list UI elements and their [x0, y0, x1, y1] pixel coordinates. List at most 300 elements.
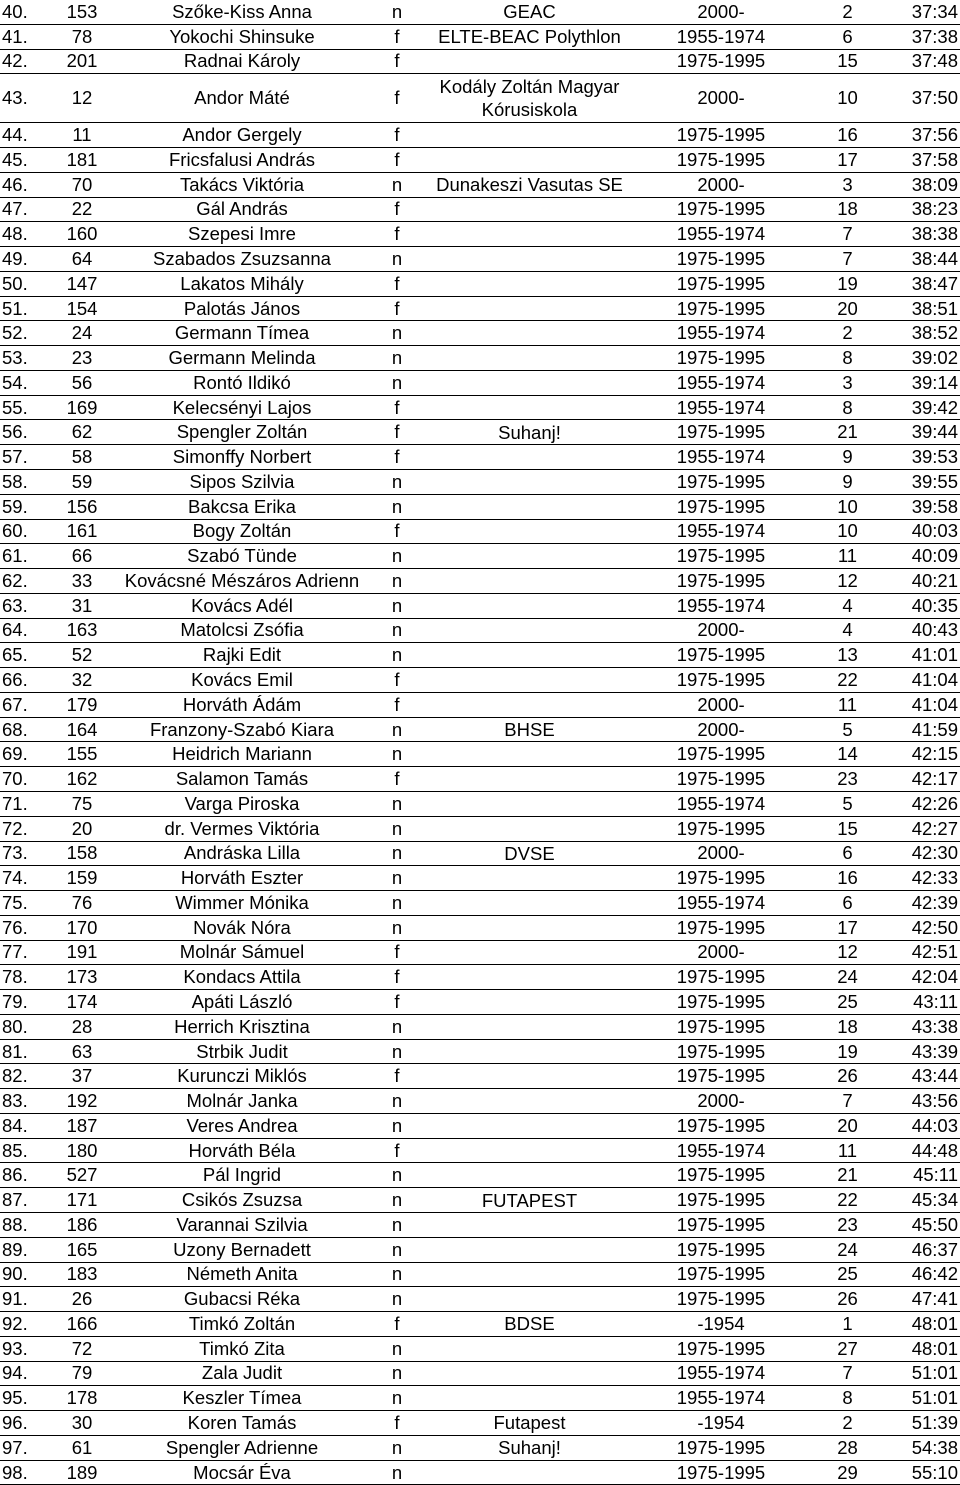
runner-name-cell: Uzony Bernadett	[122, 1237, 362, 1262]
runner-name-cell: Rajki Edit	[122, 643, 362, 668]
runner-name-cell: Zala Judit	[122, 1361, 362, 1386]
sex-cell: n	[362, 1039, 432, 1064]
finish-time-cell: 43:39	[880, 1039, 960, 1064]
sex-cell: f	[362, 197, 432, 222]
age-group-cell: 2000-	[627, 172, 815, 197]
runner-name-cell: Kurunczi Miklós	[122, 1064, 362, 1089]
runner-name-cell: Szőke-Kiss Anna	[122, 0, 362, 24]
runner-name-cell: Bakcsa Erika	[122, 494, 362, 519]
sex-cell: n	[362, 891, 432, 916]
finish-time-cell: 45:34	[880, 1188, 960, 1213]
table-row	[0, 519, 960, 544]
category-place-cell: 7	[815, 1361, 880, 1386]
place-cell: 76.	[0, 915, 42, 940]
age-group-cell: 1955-1974	[627, 519, 815, 544]
table-row	[0, 1064, 960, 1089]
runner-name-cell: Gubacsi Réka	[122, 1287, 362, 1312]
bib-number-cell: 171	[42, 1188, 122, 1213]
runner-name-cell: Wimmer Mónika	[122, 891, 362, 916]
sex-cell: n	[362, 1188, 432, 1213]
bib-number-cell: 163	[42, 618, 122, 643]
category-place-cell: 4	[815, 593, 880, 618]
sex-cell: n	[362, 1237, 432, 1262]
club-cell	[432, 965, 627, 990]
category-place-cell: 21	[815, 420, 880, 445]
runner-name-cell: Spengler Zoltán	[122, 420, 362, 445]
place-cell: 72.	[0, 816, 42, 841]
place-cell: 49.	[0, 247, 42, 272]
table-row	[0, 816, 960, 841]
age-group-cell: 1975-1995	[627, 1163, 815, 1188]
category-place-cell: 2	[815, 1411, 880, 1436]
place-cell: 51.	[0, 296, 42, 321]
category-place-cell: 13	[815, 643, 880, 668]
age-group-cell: 1955-1974	[627, 1361, 815, 1386]
age-group-cell: 1955-1974	[627, 593, 815, 618]
place-cell: 63.	[0, 593, 42, 618]
sex-cell: n	[362, 643, 432, 668]
club-cell: Futapest	[432, 1411, 627, 1436]
bib-number-cell: 64	[42, 247, 122, 272]
bib-number-cell: 174	[42, 990, 122, 1015]
club-cell	[432, 1014, 627, 1039]
age-group-cell: 1975-1995	[627, 346, 815, 371]
category-place-cell: 8	[815, 395, 880, 420]
finish-time-cell: 38:38	[880, 222, 960, 247]
place-cell: 43.	[0, 74, 42, 123]
place-cell: 74.	[0, 866, 42, 891]
bib-number-cell: 159	[42, 866, 122, 891]
table-row	[0, 891, 960, 916]
age-group-cell: 1955-1974	[627, 321, 815, 346]
sex-cell: n	[362, 1089, 432, 1114]
runner-name-cell: Apáti László	[122, 990, 362, 1015]
finish-time-cell: 37:56	[880, 123, 960, 148]
finish-time-cell: 54:38	[880, 1435, 960, 1460]
place-cell: 88.	[0, 1212, 42, 1237]
place-cell: 66.	[0, 668, 42, 693]
table-row	[0, 866, 960, 891]
age-group-cell: 1955-1974	[627, 24, 815, 49]
age-group-cell: 1975-1995	[627, 49, 815, 74]
place-cell: 46.	[0, 172, 42, 197]
sex-cell: f	[362, 24, 432, 49]
bib-number-cell: 155	[42, 742, 122, 767]
finish-time-cell: 37:34	[880, 0, 960, 24]
place-cell: 83.	[0, 1089, 42, 1114]
place-cell: 80.	[0, 1014, 42, 1039]
table-row	[0, 1262, 960, 1287]
sex-cell: n	[362, 172, 432, 197]
runner-name-cell: Strbik Judit	[122, 1039, 362, 1064]
table-row	[0, 618, 960, 643]
category-place-cell: 26	[815, 1287, 880, 1312]
sex-cell: f	[362, 49, 432, 74]
age-group-cell: 1975-1995	[627, 271, 815, 296]
sex-cell: n	[362, 544, 432, 569]
finish-time-cell: 37:50	[880, 74, 960, 123]
age-group-cell: 1975-1995	[627, 915, 815, 940]
runner-name-cell: Franzony-Szabó Kiara	[122, 717, 362, 742]
place-cell: 70.	[0, 767, 42, 792]
category-place-cell: 3	[815, 172, 880, 197]
sex-cell: n	[362, 1163, 432, 1188]
club-cell	[432, 1113, 627, 1138]
category-place-cell: 16	[815, 123, 880, 148]
bib-number-cell: 165	[42, 1237, 122, 1262]
finish-time-cell: 42:39	[880, 891, 960, 916]
table-row	[0, 1312, 960, 1337]
club-cell	[432, 1064, 627, 1089]
age-group-cell: 1975-1995	[627, 296, 815, 321]
club-cell	[432, 1361, 627, 1386]
place-cell: 59.	[0, 494, 42, 519]
table-row	[0, 247, 960, 272]
runner-name-cell: Kovácsné Mészáros Adrienn	[122, 569, 362, 594]
runner-name-cell: Molnár Janka	[122, 1089, 362, 1114]
age-group-cell: 1975-1995	[627, 247, 815, 272]
bib-number-cell: 12	[42, 74, 122, 123]
age-group-cell: 1975-1995	[627, 1212, 815, 1237]
club-cell	[432, 618, 627, 643]
sex-cell: n	[362, 1386, 432, 1411]
place-cell: 77.	[0, 940, 42, 965]
runner-name-cell: Lakatos Mihály	[122, 271, 362, 296]
club-cell	[432, 569, 627, 594]
club-cell	[432, 866, 627, 891]
category-place-cell: 12	[815, 940, 880, 965]
sex-cell: f	[362, 1411, 432, 1436]
runner-name-cell: Radnai Károly	[122, 49, 362, 74]
table-row	[0, 1113, 960, 1138]
bib-number-cell: 147	[42, 271, 122, 296]
club-cell	[432, 197, 627, 222]
runner-name-cell: Takács Viktória	[122, 172, 362, 197]
club-cell	[432, 1287, 627, 1312]
finish-time-cell: 41:59	[880, 717, 960, 742]
runner-name-cell: Kondacs Attila	[122, 965, 362, 990]
sex-cell: n	[362, 1212, 432, 1237]
place-cell: 40.	[0, 0, 42, 24]
table-row	[0, 1138, 960, 1163]
category-place-cell: 8	[815, 346, 880, 371]
finish-time-cell: 42:30	[880, 841, 960, 866]
age-group-cell: 1975-1995	[627, 544, 815, 569]
club-cell	[432, 1460, 627, 1485]
finish-time-cell: 51:01	[880, 1386, 960, 1411]
category-place-cell: 10	[815, 519, 880, 544]
place-cell: 86.	[0, 1163, 42, 1188]
category-place-cell: 20	[815, 1113, 880, 1138]
category-place-cell: 4	[815, 618, 880, 643]
runner-name-cell: Andor Máté	[122, 74, 362, 123]
club-cell: Kodály Zoltán Magyar Kórusiskola	[432, 74, 627, 123]
club-cell	[432, 519, 627, 544]
sex-cell: f	[362, 519, 432, 544]
runner-name-cell: Germann Melinda	[122, 346, 362, 371]
table-row	[0, 1039, 960, 1064]
finish-time-cell: 43:38	[880, 1014, 960, 1039]
table-row	[0, 445, 960, 470]
club-cell	[432, 692, 627, 717]
finish-time-cell: 43:44	[880, 1064, 960, 1089]
bib-number-cell: 23	[42, 346, 122, 371]
club-cell: Suhanj!	[432, 420, 627, 445]
place-cell: 78.	[0, 965, 42, 990]
runner-name-cell: Kovács Adél	[122, 593, 362, 618]
finish-time-cell: 41:04	[880, 668, 960, 693]
table-row	[0, 271, 960, 296]
club-cell	[432, 494, 627, 519]
sex-cell: n	[362, 0, 432, 24]
sex-cell: n	[362, 370, 432, 395]
bib-number-cell: 79	[42, 1361, 122, 1386]
bib-number-cell: 166	[42, 1312, 122, 1337]
finish-time-cell: 39:14	[880, 370, 960, 395]
place-cell: 56.	[0, 420, 42, 445]
table-row	[0, 346, 960, 371]
club-cell	[432, 321, 627, 346]
table-row	[0, 1287, 960, 1312]
place-cell: 81.	[0, 1039, 42, 1064]
sex-cell: n	[362, 470, 432, 495]
place-cell: 93.	[0, 1336, 42, 1361]
place-cell: 47.	[0, 197, 42, 222]
finish-time-cell: 38:23	[880, 197, 960, 222]
sex-cell: n	[362, 569, 432, 594]
category-place-cell: 29	[815, 1460, 880, 1485]
age-group-cell: 1975-1995	[627, 965, 815, 990]
category-place-cell: 16	[815, 866, 880, 891]
age-group-cell: 1955-1974	[627, 395, 815, 420]
place-cell: 48.	[0, 222, 42, 247]
sex-cell: f	[362, 990, 432, 1015]
runner-name-cell: Matolcsi Zsófia	[122, 618, 362, 643]
sex-cell: n	[362, 841, 432, 866]
table-row	[0, 1212, 960, 1237]
finish-time-cell: 39:53	[880, 445, 960, 470]
finish-time-cell: 51:39	[880, 1411, 960, 1436]
table-row	[0, 1336, 960, 1361]
place-cell: 75.	[0, 891, 42, 916]
runner-name-cell: Mocsár Éva	[122, 1460, 362, 1485]
bib-number-cell: 22	[42, 197, 122, 222]
club-cell	[432, 742, 627, 767]
finish-time-cell: 39:44	[880, 420, 960, 445]
runner-name-cell: Szabados Zsuzsanna	[122, 247, 362, 272]
table-row	[0, 1460, 960, 1485]
club-cell	[432, 395, 627, 420]
bib-number-cell: 33	[42, 569, 122, 594]
bib-number-cell: 28	[42, 1014, 122, 1039]
age-group-cell: -1954	[627, 1411, 815, 1436]
bib-number-cell: 61	[42, 1435, 122, 1460]
category-place-cell: 17	[815, 915, 880, 940]
club-cell	[432, 990, 627, 1015]
sex-cell: n	[362, 321, 432, 346]
place-cell: 44.	[0, 123, 42, 148]
bib-number-cell: 162	[42, 767, 122, 792]
category-place-cell: 25	[815, 1262, 880, 1287]
runner-name-cell: Horváth Eszter	[122, 866, 362, 891]
category-place-cell: 24	[815, 1237, 880, 1262]
runner-name-cell: Gál András	[122, 197, 362, 222]
category-place-cell: 26	[815, 1064, 880, 1089]
bib-number-cell: 160	[42, 222, 122, 247]
bib-number-cell: 70	[42, 172, 122, 197]
category-place-cell: 19	[815, 1039, 880, 1064]
table-row	[0, 0, 960, 24]
bib-number-cell: 187	[42, 1113, 122, 1138]
club-cell: ELTE-BEAC Polythlon	[432, 24, 627, 49]
sex-cell: f	[362, 74, 432, 123]
sex-cell: n	[362, 1262, 432, 1287]
finish-time-cell: 51:01	[880, 1361, 960, 1386]
club-cell	[432, 222, 627, 247]
club-cell	[432, 1138, 627, 1163]
sex-cell: f	[362, 123, 432, 148]
place-cell: 73.	[0, 841, 42, 866]
place-cell: 57.	[0, 445, 42, 470]
bib-number-cell: 62	[42, 420, 122, 445]
table-row	[0, 965, 960, 990]
finish-time-cell: 48:01	[880, 1312, 960, 1337]
club-cell	[432, 643, 627, 668]
bib-number-cell: 52	[42, 643, 122, 668]
age-group-cell: 1975-1995	[627, 148, 815, 173]
age-group-cell: 1975-1995	[627, 1237, 815, 1262]
age-group-cell: 1975-1995	[627, 668, 815, 693]
place-cell: 60.	[0, 519, 42, 544]
runner-name-cell: Varga Piroska	[122, 791, 362, 816]
age-group-cell: 2000-	[627, 841, 815, 866]
category-place-cell: 6	[815, 841, 880, 866]
category-place-cell: 21	[815, 1163, 880, 1188]
finish-time-cell: 39:55	[880, 470, 960, 495]
sex-cell: n	[362, 1014, 432, 1039]
category-place-cell: 8	[815, 1386, 880, 1411]
runner-name-cell: Timkó Zita	[122, 1336, 362, 1361]
category-place-cell: 1	[815, 1312, 880, 1337]
finish-time-cell: 38:52	[880, 321, 960, 346]
table-row	[0, 1089, 960, 1114]
table-row	[0, 841, 960, 866]
finish-time-cell: 44:03	[880, 1113, 960, 1138]
table-row	[0, 1237, 960, 1262]
sex-cell: n	[362, 1287, 432, 1312]
runner-name-cell: Veres Andrea	[122, 1113, 362, 1138]
runner-name-cell: Szabó Tünde	[122, 544, 362, 569]
category-place-cell: 10	[815, 74, 880, 123]
table-row	[0, 74, 960, 123]
age-group-cell: 2000-	[627, 0, 815, 24]
age-group-cell: 1975-1995	[627, 643, 815, 668]
finish-time-cell: 37:48	[880, 49, 960, 74]
runner-name-cell: Palotás János	[122, 296, 362, 321]
table-row	[0, 1188, 960, 1213]
table-row	[0, 470, 960, 495]
sex-cell: f	[362, 965, 432, 990]
table-row	[0, 791, 960, 816]
age-group-cell: 1955-1974	[627, 445, 815, 470]
sex-cell: n	[362, 742, 432, 767]
sex-cell: f	[362, 767, 432, 792]
table-row	[0, 569, 960, 594]
finish-time-cell: 42:17	[880, 767, 960, 792]
age-group-cell: 1975-1995	[627, 123, 815, 148]
table-row	[0, 593, 960, 618]
runner-name-cell: Fricsfalusi András	[122, 148, 362, 173]
place-cell: 85.	[0, 1138, 42, 1163]
finish-time-cell: 42:33	[880, 866, 960, 891]
age-group-cell: 1975-1995	[627, 742, 815, 767]
club-cell	[432, 791, 627, 816]
club-cell	[432, 544, 627, 569]
category-place-cell: 11	[815, 692, 880, 717]
age-group-cell: 1975-1995	[627, 1435, 815, 1460]
category-place-cell: 23	[815, 1212, 880, 1237]
category-place-cell: 22	[815, 668, 880, 693]
category-place-cell: 15	[815, 49, 880, 74]
category-place-cell: 11	[815, 1138, 880, 1163]
category-place-cell: 18	[815, 1014, 880, 1039]
club-cell: BDSE	[432, 1312, 627, 1337]
place-cell: 94.	[0, 1361, 42, 1386]
club-cell	[432, 593, 627, 618]
place-cell: 84.	[0, 1113, 42, 1138]
age-group-cell: 1955-1974	[627, 1386, 815, 1411]
table-row	[0, 1435, 960, 1460]
club-cell	[432, 1262, 627, 1287]
age-group-cell: 2000-	[627, 717, 815, 742]
table-row	[0, 296, 960, 321]
age-group-cell: 2000-	[627, 618, 815, 643]
bib-number-cell: 30	[42, 1411, 122, 1436]
runner-name-cell: Herrich Krisztina	[122, 1014, 362, 1039]
finish-time-cell: 38:09	[880, 172, 960, 197]
place-cell: 62.	[0, 569, 42, 594]
category-place-cell: 25	[815, 990, 880, 1015]
category-place-cell: 14	[815, 742, 880, 767]
club-cell	[432, 445, 627, 470]
sex-cell: f	[362, 445, 432, 470]
runner-name-cell: Csikós Zsuzsa	[122, 1188, 362, 1213]
table-row	[0, 1386, 960, 1411]
age-group-cell: -1954	[627, 1312, 815, 1337]
sex-cell: n	[362, 494, 432, 519]
sex-cell: f	[362, 1138, 432, 1163]
runner-name-cell: Varannai Szilvia	[122, 1212, 362, 1237]
table-row	[0, 1361, 960, 1386]
bib-number-cell: 153	[42, 0, 122, 24]
runner-name-cell: Kovács Emil	[122, 668, 362, 693]
finish-time-cell: 40:09	[880, 544, 960, 569]
age-group-cell: 1955-1974	[627, 791, 815, 816]
table-row	[0, 420, 960, 445]
sex-cell: f	[362, 692, 432, 717]
runner-name-cell: Németh Anita	[122, 1262, 362, 1287]
finish-time-cell: 41:04	[880, 692, 960, 717]
finish-time-cell: 42:26	[880, 791, 960, 816]
sex-cell: n	[362, 866, 432, 891]
finish-time-cell: 41:01	[880, 643, 960, 668]
bib-number-cell: 37	[42, 1064, 122, 1089]
bib-number-cell: 191	[42, 940, 122, 965]
place-cell: 52.	[0, 321, 42, 346]
table-row	[0, 1411, 960, 1436]
table-row	[0, 742, 960, 767]
category-place-cell: 27	[815, 1336, 880, 1361]
